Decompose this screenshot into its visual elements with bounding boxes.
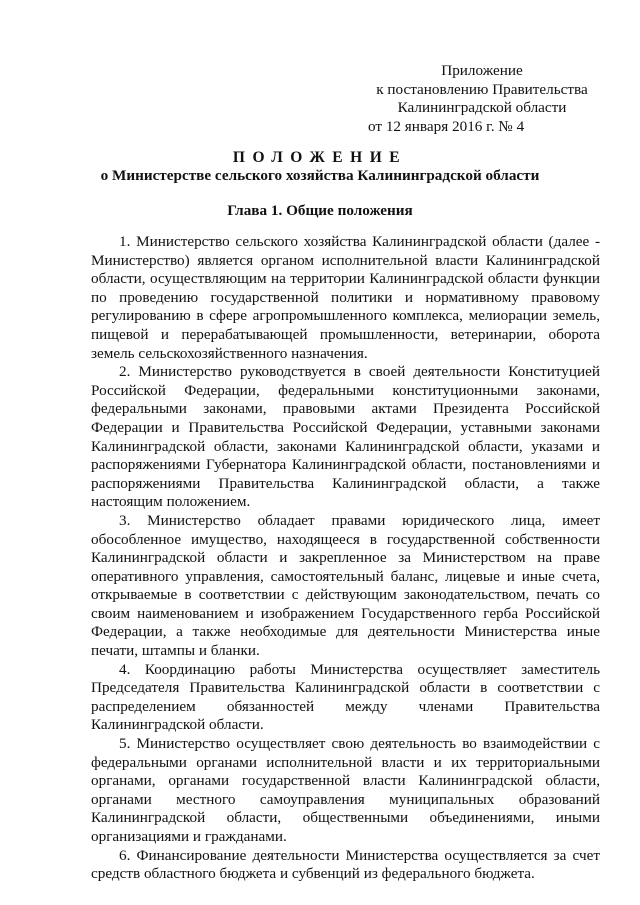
appendix-date-line: от 12 января 2016 г. № 4 bbox=[368, 117, 525, 135]
document-body bbox=[91, 233, 600, 884]
document-title: ПОЛОЖЕНИЕ bbox=[232, 149, 408, 166]
chapter-heading: Глава 1. Общие положения bbox=[227, 202, 413, 219]
paragraph-1: 1. Министерство сельского хозяйства Калининградской области (далее - Министерство) является органом исполнительной власти Калининградской области, осуществляющим на территории Калининградской области функции по проведению государственной политики и нормативному правовому регулированию в сфере агропромышленного комплекса, мелиорации земель, пищевой и перерабатывающей промышленности, ветеринарии, оборота земель сельскохозяйственного назначения. bbox=[91, 233, 600, 362]
document-subtitle: о Министерстве сельского хозяйства Калининградской области bbox=[100, 167, 540, 184]
paragraph-5: 5. Министерство осуществляет свою деятельность во взаимодействии с федеральными органами исполнительной власти и их территориальными органами, органами государственной власти Калининградской области, органами местного самоуправления муниципальных образований Калининградской области, общественными объединениями, иными организациями и гражданами. bbox=[91, 735, 600, 845]
paragraph-6: 6. Финансирование деятельности Министерства осуществляется за счет средств областного бюджета и субвенций из федерального бюджета. bbox=[91, 846, 600, 883]
paragraph-2: 2. Министерство руководствуется в своей деятельности Конституцией Российской Федерации, федеральными конституционными законами, федеральными законами, правовыми актами Президента Российской Федерации и Правительства Российской Федерации, уставными законами Калининградской области, законами Калининградской области, указами и распоряжениями Губернатора Калининградской области, постановлениями и распоряжениями Правительства Калининградской области, а также настоящим положением. bbox=[91, 363, 600, 511]
appendix-line-2: к постановлению Правительства bbox=[376, 80, 588, 98]
appendix-block bbox=[362, 62, 602, 136]
paragraph-4: 4. Координацию работы Министерства осуществляет заместитель Председателя Правительства Калининградской области в соответствии с распределением обязанностей между членами Правительства Калининградской области. bbox=[91, 660, 600, 734]
paragraph-3: 3. Министерство обладает правами юридического лица, имеет обособленное имущество, находящееся в государственной собственности Калининградской области и закрепленное за Министерством на праве оперативного управления, самостоятельный баланс, лицевые и иные счета, открываемые в соответствии с действующим законодательством, печать со своим наименованием и изображением Государственного герба Российской Федерации, а также необходимые для деятельности Министерства иные печати, штампы и бланки. bbox=[91, 511, 600, 660]
appendix-line-3: Калининградской области bbox=[397, 99, 567, 117]
appendix-line-1: Приложение bbox=[441, 62, 523, 79]
